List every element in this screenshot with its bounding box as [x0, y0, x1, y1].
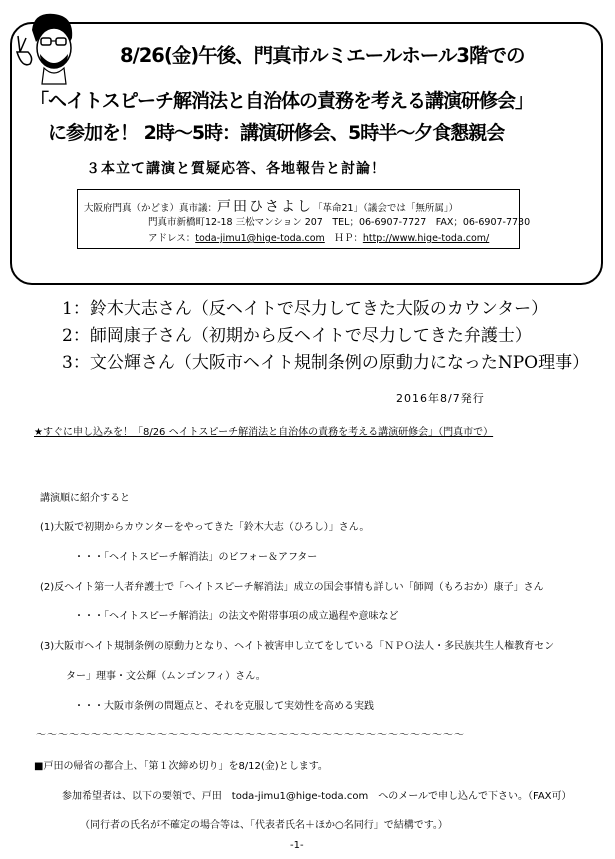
speaker-2: 2：師岡康子さん（初期から反ヘイトで尽力してきた弁護士） — [62, 326, 532, 346]
issue-date: 2016年8/7発行 — [396, 392, 485, 405]
body-item-3-cont: ター」理事・文公輝（ムンゴンフィ）さん。 — [66, 671, 266, 682]
speaker-1: 1：鈴木大志さん（反ヘイトで尽力してきた大阪のカウンター） — [62, 299, 549, 319]
hp-label: ＨＰ： — [334, 233, 363, 244]
body-intro: 講演順に紹介すると — [40, 493, 130, 504]
subtitle: ３本立て講演と質疑応答、各地報告と討論！ — [86, 161, 386, 177]
notice-line: ★すぐに申し込みを！「8/26 ヘイトスピーチ解消法と自治体の責務を考える講演研修会」（門真市で） — [34, 427, 494, 438]
page-number: -1- — [290, 840, 304, 851]
contact-prefix: 大阪府門真（かどま）真市議： — [84, 203, 218, 214]
title-line-1: 8/26(金)午後、門真市ルミエールホール3階での — [120, 44, 525, 67]
contact-suffix: 「革命21」（議会では「無所属」） — [313, 203, 459, 214]
contact-line-1 — [84, 196, 458, 216]
contact-line-3 — [148, 230, 489, 244]
body-item-2: (2)反ヘイト第一人者弁護士で「ヘイトスピーチ解消法」成立の国会事情も詳しい「師岡（もろおか）康子」さん — [40, 582, 544, 593]
deadline-line: ■戸田の帰省の都合上、「第１次締め切り」を8/12(金)とします。 — [34, 761, 328, 772]
body-item-3-topic: ・・・大阪市条例の問題点と、それを克服して実効性を高める実践 — [74, 701, 374, 712]
title-line-3: に参加を！ 2時～5時：講演研修会、5時半～夕食懇親会 — [48, 122, 505, 144]
body-item-1: (1)大阪で初期からカウンターをやってきた「鈴木大志（ひろし）」さん。 — [40, 522, 370, 533]
contact-name: 戸田ひさよし — [217, 199, 314, 215]
contact-box — [77, 189, 531, 249]
contact-line-2: 門真市新橋町12-18 三松マンション 207 TEL；06-6907-7727 FAX；06-6907-7730 — [148, 217, 531, 228]
homepage-link[interactable]: http://www.hige-toda.com/ — [362, 233, 490, 244]
address-label: アドレス： — [148, 233, 196, 244]
speaker-3: 3：文公輝さん（大阪市ヘイト規制条例の原動力になったNPO理事） — [62, 353, 590, 373]
companion-line: （同行者の氏名が不確定の場合等は、「代表者氏名＋ほか○名同行」で結構です。） — [80, 820, 448, 831]
body-item-3: (3)大阪市ヘイト規制条例の原動力となり、ヘイト被害申し立てをしている「ＮＰＯ法人・多民族共生人権教育セン — [40, 641, 555, 652]
body-item-2-topic: ・・・「ヘイトスピーチ解消法」の法文や附帯事項の成立過程や意味など — [74, 611, 399, 622]
wave-divider: ～～～～～～～～～～～～～～～～～～～～～～～～～～～～～～～～～～～～～～～ — [36, 730, 465, 741]
email-link[interactable]: toda-jimu1@hige-toda.com — [195, 233, 325, 244]
title-line-2: 「ヘイトスピーチ解消法と自治体の責務を考える講演研修会」 — [30, 90, 534, 112]
apply-line: 参加希望者は、以下の要領で、戸田 toda-jimu1@hige-toda.com へのメールで申し込んで下さい。（FAX可） — [62, 791, 572, 802]
body-item-1-topic: ・・・「ヘイトスピーチ解消法」のビフォー＆アフター — [74, 552, 318, 563]
